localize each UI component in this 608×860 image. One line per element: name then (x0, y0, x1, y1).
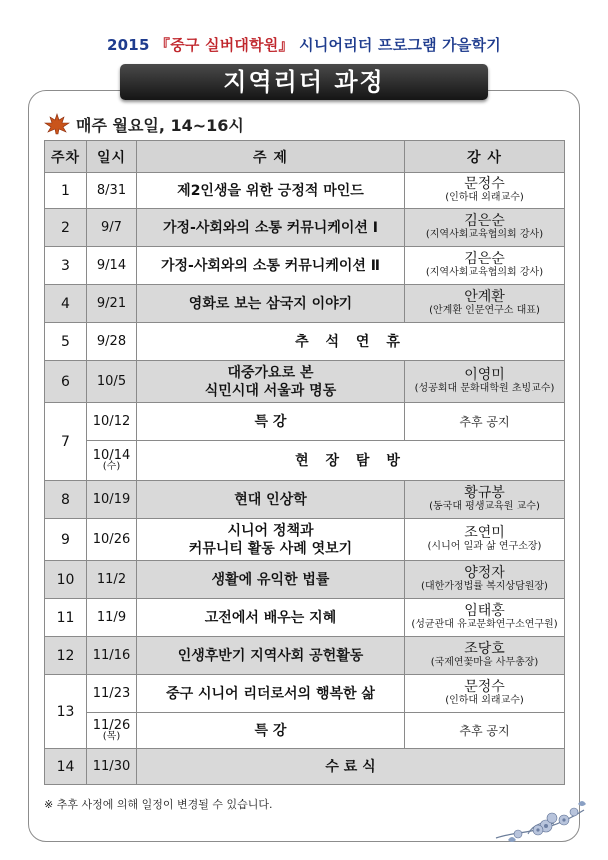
week-cell: 8 (45, 481, 87, 519)
instructor-name: 안계환 (464, 288, 505, 305)
week-cell: 4 (45, 285, 87, 323)
instructor-cell (405, 713, 565, 749)
instructor-affiliation: (국제연꽃마을 사무총장) (430, 656, 539, 668)
date-main: 11/26 (92, 718, 131, 733)
week-cell: 11 (45, 599, 87, 637)
field-trip-cell: 현 장 탐 방 (137, 441, 565, 481)
date-cell: 11/23 (87, 675, 137, 713)
week-cell: 3 (45, 247, 87, 285)
topic-cell: 생활에 유익한 법률 (137, 561, 405, 599)
topic-line-1: 대중가요로 본 (227, 364, 314, 381)
date-cell: 11/2 (87, 561, 137, 599)
header-semester: 시니어리더 프로그램 가을학기 (299, 36, 501, 54)
instructor-name: 김은순 (464, 212, 505, 229)
maple-leaf-icon (44, 113, 70, 135)
date-cell (87, 713, 137, 749)
instructor-affiliation: (인하대 외래교수) (445, 191, 524, 203)
table-row (45, 561, 565, 599)
date-cell (87, 441, 137, 481)
week-cell: 13 (45, 675, 87, 749)
topic-cell: 특 강 (137, 713, 405, 749)
topic-cell: 제2인생을 위한 긍정적 마인드 (137, 173, 405, 209)
topic-cell: 고전에서 배우는 지혜 (137, 599, 405, 637)
table-row (45, 361, 565, 403)
table-row (45, 173, 565, 209)
date-cell: 10/26 (87, 519, 137, 561)
instructor-name: 임태홍 (464, 602, 505, 619)
date-cell: 11/16 (87, 637, 137, 675)
date-weekday: (목) (102, 731, 121, 742)
table-row (45, 285, 565, 323)
topic-cell: 가정-사회와의 소통 커뮤니케이션 Ⅱ (137, 247, 405, 285)
date-cell: 10/5 (87, 361, 137, 403)
week-cell: 5 (45, 323, 87, 361)
flower-ornament-icon (488, 790, 588, 850)
table-row (45, 637, 565, 675)
date-cell: 8/31 (87, 173, 137, 209)
topic-line-1: 시니어 정책과 (227, 522, 314, 539)
week-cell: 6 (45, 361, 87, 403)
instructor-name: 황규봉 (464, 484, 505, 501)
instructor-cell (405, 173, 565, 209)
table-row (45, 599, 565, 637)
topic-cell: 현대 인상학 (137, 481, 405, 519)
table-row (45, 749, 565, 785)
week-cell: 1 (45, 173, 87, 209)
instructor-name: 조연미 (464, 524, 505, 541)
instructor-name: 이영미 (464, 366, 505, 383)
week-cell: 14 (45, 749, 87, 785)
table-row (45, 675, 565, 713)
instructor-affiliation: (지역사회교육협의회 강사) (425, 228, 544, 240)
instructor-name: 문정수 (464, 175, 505, 192)
header-week: 주차 (45, 141, 87, 173)
date-cell: 10/12 (87, 403, 137, 441)
header-year: 2015 (107, 36, 150, 54)
instructor-cell (405, 519, 565, 561)
instructor-affiliation: (성공회대 문화대학원 초빙교수) (414, 382, 555, 394)
instructor-cell (405, 675, 565, 713)
instructor-name: 김은순 (464, 250, 505, 267)
instructor-cell (405, 403, 565, 441)
instructor-cell (405, 599, 565, 637)
topic-cell: 중구 시니어 리더로서의 행복한 삶 (137, 675, 405, 713)
header-program-name: 『중구 실버대학원』 (155, 36, 294, 54)
instructor-note: 추후 공지 (459, 415, 510, 429)
table-row (45, 323, 565, 361)
date-weekday: (수) (102, 461, 121, 472)
topic-cell: 가정-사회와의 소통 커뮤니케이션 Ⅰ (137, 209, 405, 247)
table-row (45, 247, 565, 285)
instructor-affiliation: (인하대 외래교수) (445, 694, 524, 706)
topic-cell: 인생후반기 지역사회 공헌활동 (137, 637, 405, 675)
header-topic: 주 제 (137, 141, 405, 173)
graduation-cell: 수 료 식 (137, 749, 565, 785)
date-cell: 11/30 (87, 749, 137, 785)
footnote: ※ 추후 사정에 의해 일정이 변경될 수 있습니다. (44, 798, 273, 811)
table-row (45, 713, 565, 749)
instructor-cell (405, 361, 565, 403)
date-cell: 11/9 (87, 599, 137, 637)
topic-cell: 영화로 보는 삼국지 이야기 (137, 285, 405, 323)
table-row (45, 441, 565, 481)
date-main: 10/14 (92, 448, 131, 463)
instructor-affiliation: (대한가정법률 복지상담원장) (421, 580, 548, 592)
date-cell: 9/7 (87, 209, 137, 247)
week-cell: 2 (45, 209, 87, 247)
course-title: 지역리더 과정 (120, 64, 488, 100)
topic-cell: 특 강 (137, 403, 405, 441)
topic-line-2: 식민시대 서울과 명동 (204, 382, 337, 399)
instructor-cell (405, 247, 565, 285)
header-instructor: 강 사 (405, 141, 565, 173)
instructor-cell (405, 285, 565, 323)
instructor-cell (405, 481, 565, 519)
page-header (0, 34, 608, 55)
table-row (45, 481, 565, 519)
table-row (45, 403, 565, 441)
instructor-cell (405, 209, 565, 247)
instructor-cell (405, 561, 565, 599)
header-date: 일시 (87, 141, 137, 173)
table-header-row (45, 141, 565, 173)
date-cell: 10/19 (87, 481, 137, 519)
week-cell: 7 (45, 403, 87, 481)
instructor-affiliation: (지역사회교육협의회 강사) (425, 266, 544, 278)
table-row (45, 519, 565, 561)
instructor-note: 추후 공지 (459, 724, 510, 738)
instructor-affiliation: (시니어 일과 삶 연구소장) (427, 540, 542, 552)
instructor-name: 문정수 (464, 678, 505, 695)
topic-line-2: 커뮤니티 활동 사례 엿보기 (188, 540, 353, 557)
topic-cell (137, 519, 405, 561)
holiday-cell: 추 석 연 휴 (137, 323, 565, 361)
subtitle-text: 매주 월요일, 14~16시 (76, 115, 244, 135)
table-row (45, 209, 565, 247)
date-cell: 9/14 (87, 247, 137, 285)
week-cell: 12 (45, 637, 87, 675)
instructor-name: 양정자 (464, 564, 505, 581)
topic-cell (137, 361, 405, 403)
instructor-affiliation: (성균관대 유교문화연구소연구원) (411, 618, 558, 630)
instructor-name: 조당호 (464, 640, 505, 657)
instructor-affiliation: (동국대 평생교육원 교수) (429, 500, 540, 512)
instructor-cell (405, 637, 565, 675)
week-cell: 10 (45, 561, 87, 599)
schedule-subtitle (44, 112, 244, 136)
date-cell: 9/21 (87, 285, 137, 323)
week-cell: 9 (45, 519, 87, 561)
date-cell: 9/28 (87, 323, 137, 361)
schedule-table (44, 140, 565, 785)
instructor-affiliation: (안계환 인문연구소 대표) (429, 304, 540, 316)
